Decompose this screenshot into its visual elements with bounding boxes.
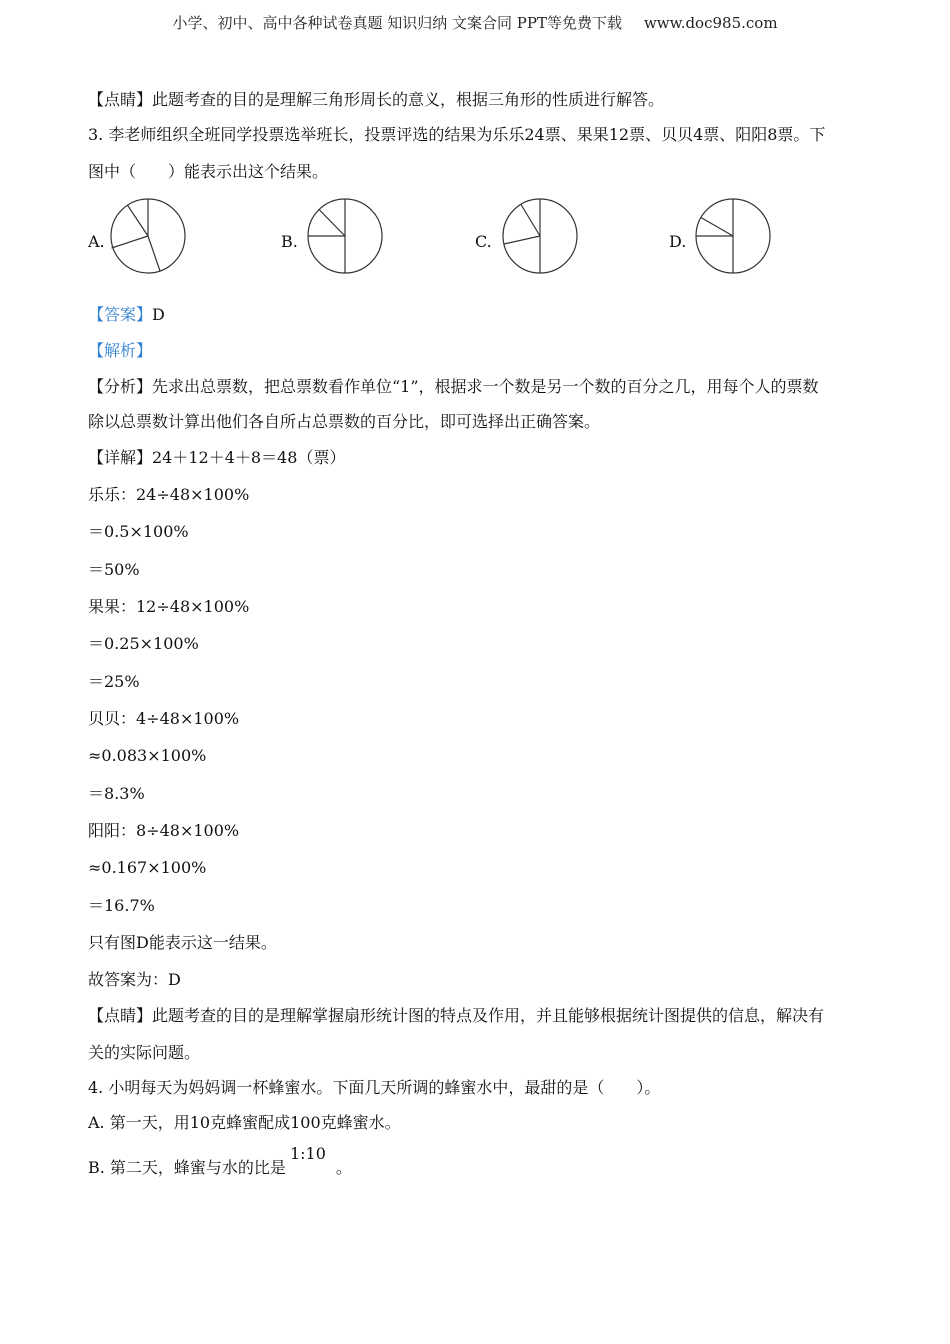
dianjing-note-1: 【点睛】此题考查的目的是理解三角形周长的意义，根据三角形的性质进行解答。 bbox=[88, 90, 665, 109]
dianjing-note-2-line-2: 关的实际问题。 bbox=[88, 1043, 201, 1062]
question-4: 4. 小明每天为妈妈调一杯蜂蜜水。下面几天所调的蜂蜜水中，最甜的是（ ）。 bbox=[88, 1078, 661, 1097]
header-text: 小学、初中、高中各种试卷真题 知识归纳 文案合同 PPT等免费下载 bbox=[172, 14, 622, 32]
option-a-label: A. bbox=[88, 232, 105, 251]
option-b-pie bbox=[305, 196, 385, 276]
calc-line-6: ＝25% bbox=[88, 672, 140, 691]
pie-options bbox=[0, 196, 950, 286]
calc-line-2: ＝0.5×100% bbox=[88, 522, 189, 541]
calc-line-5: ＝0.25×100% bbox=[88, 634, 199, 653]
calc-line-11: ≈0.167×100% bbox=[88, 858, 207, 877]
option-b-text: B. 第二天，蜂蜜与水的比是 bbox=[88, 1158, 286, 1177]
option-b-ratio: 1:10 bbox=[289, 1144, 326, 1163]
answer-tag: 【答案】 bbox=[88, 305, 153, 324]
question-3-line-1: 3. 李老师组织全班同学投票选举班长，投票评选的结果为乐乐24票、果果12票、贝贝4票、阳阳8票。下 bbox=[88, 125, 826, 144]
calc-line-4: 果果：12÷48×100% bbox=[88, 597, 250, 616]
option-b-label: B. bbox=[281, 232, 298, 251]
option-a-pie bbox=[108, 196, 188, 276]
dianjing-note-2-line-1: 【点睛】此题考查的目的是理解掌握扇形统计图的特点及作用，并且能够根据统计图提供的信息，解决有 bbox=[88, 1006, 825, 1025]
calc-line-7: 贝贝：4÷48×100% bbox=[88, 709, 240, 728]
calc-line-1: 乐乐：24÷48×100% bbox=[88, 485, 250, 504]
calc-line-9: ＝8.3% bbox=[88, 784, 145, 803]
analysis-tag: 【解析】 bbox=[88, 341, 153, 360]
detail-total: 【详解】24＋12＋4＋8＝48（票） bbox=[88, 448, 346, 467]
answer-line bbox=[88, 305, 165, 325]
calc-line-3: ＝50% bbox=[88, 560, 140, 579]
calc-line-12: ＝16.7% bbox=[88, 896, 155, 915]
calc-line-10: 阳阳：8÷48×100% bbox=[88, 821, 240, 840]
page-header bbox=[0, 12, 950, 33]
option-b-end: 。 bbox=[335, 1158, 352, 1177]
option-c-label: C. bbox=[475, 232, 492, 251]
header-site: www.doc985.com bbox=[643, 14, 778, 32]
option-d-label: D. bbox=[669, 232, 687, 251]
calc-line-8: ≈0.083×100% bbox=[88, 746, 207, 765]
option-c-pie bbox=[500, 196, 580, 276]
question-4-option-a: A. 第一天，用10克蜂蜜配成100克蜂蜜水。 bbox=[88, 1113, 401, 1132]
option-d-pie bbox=[693, 196, 773, 276]
answer-value: D bbox=[152, 305, 165, 324]
analysis-line-2: 除以总票数计算出他们各自所占总票数的百分比，即可选择出正确答案。 bbox=[88, 412, 601, 431]
final-answer-line: 故答案为：D bbox=[88, 970, 181, 989]
question-4-option-b bbox=[88, 1144, 352, 1178]
question-3-line-2: 图中（ ）能表示出这个结果。 bbox=[88, 162, 329, 181]
analysis-line-1: 【分析】先求出总票数，把总票数看作单位“1”，根据求一个数是另一个数的百分之几，用每个人的票数 bbox=[88, 377, 819, 396]
conclusion-line: 只有图D能表示这一结果。 bbox=[88, 933, 277, 952]
